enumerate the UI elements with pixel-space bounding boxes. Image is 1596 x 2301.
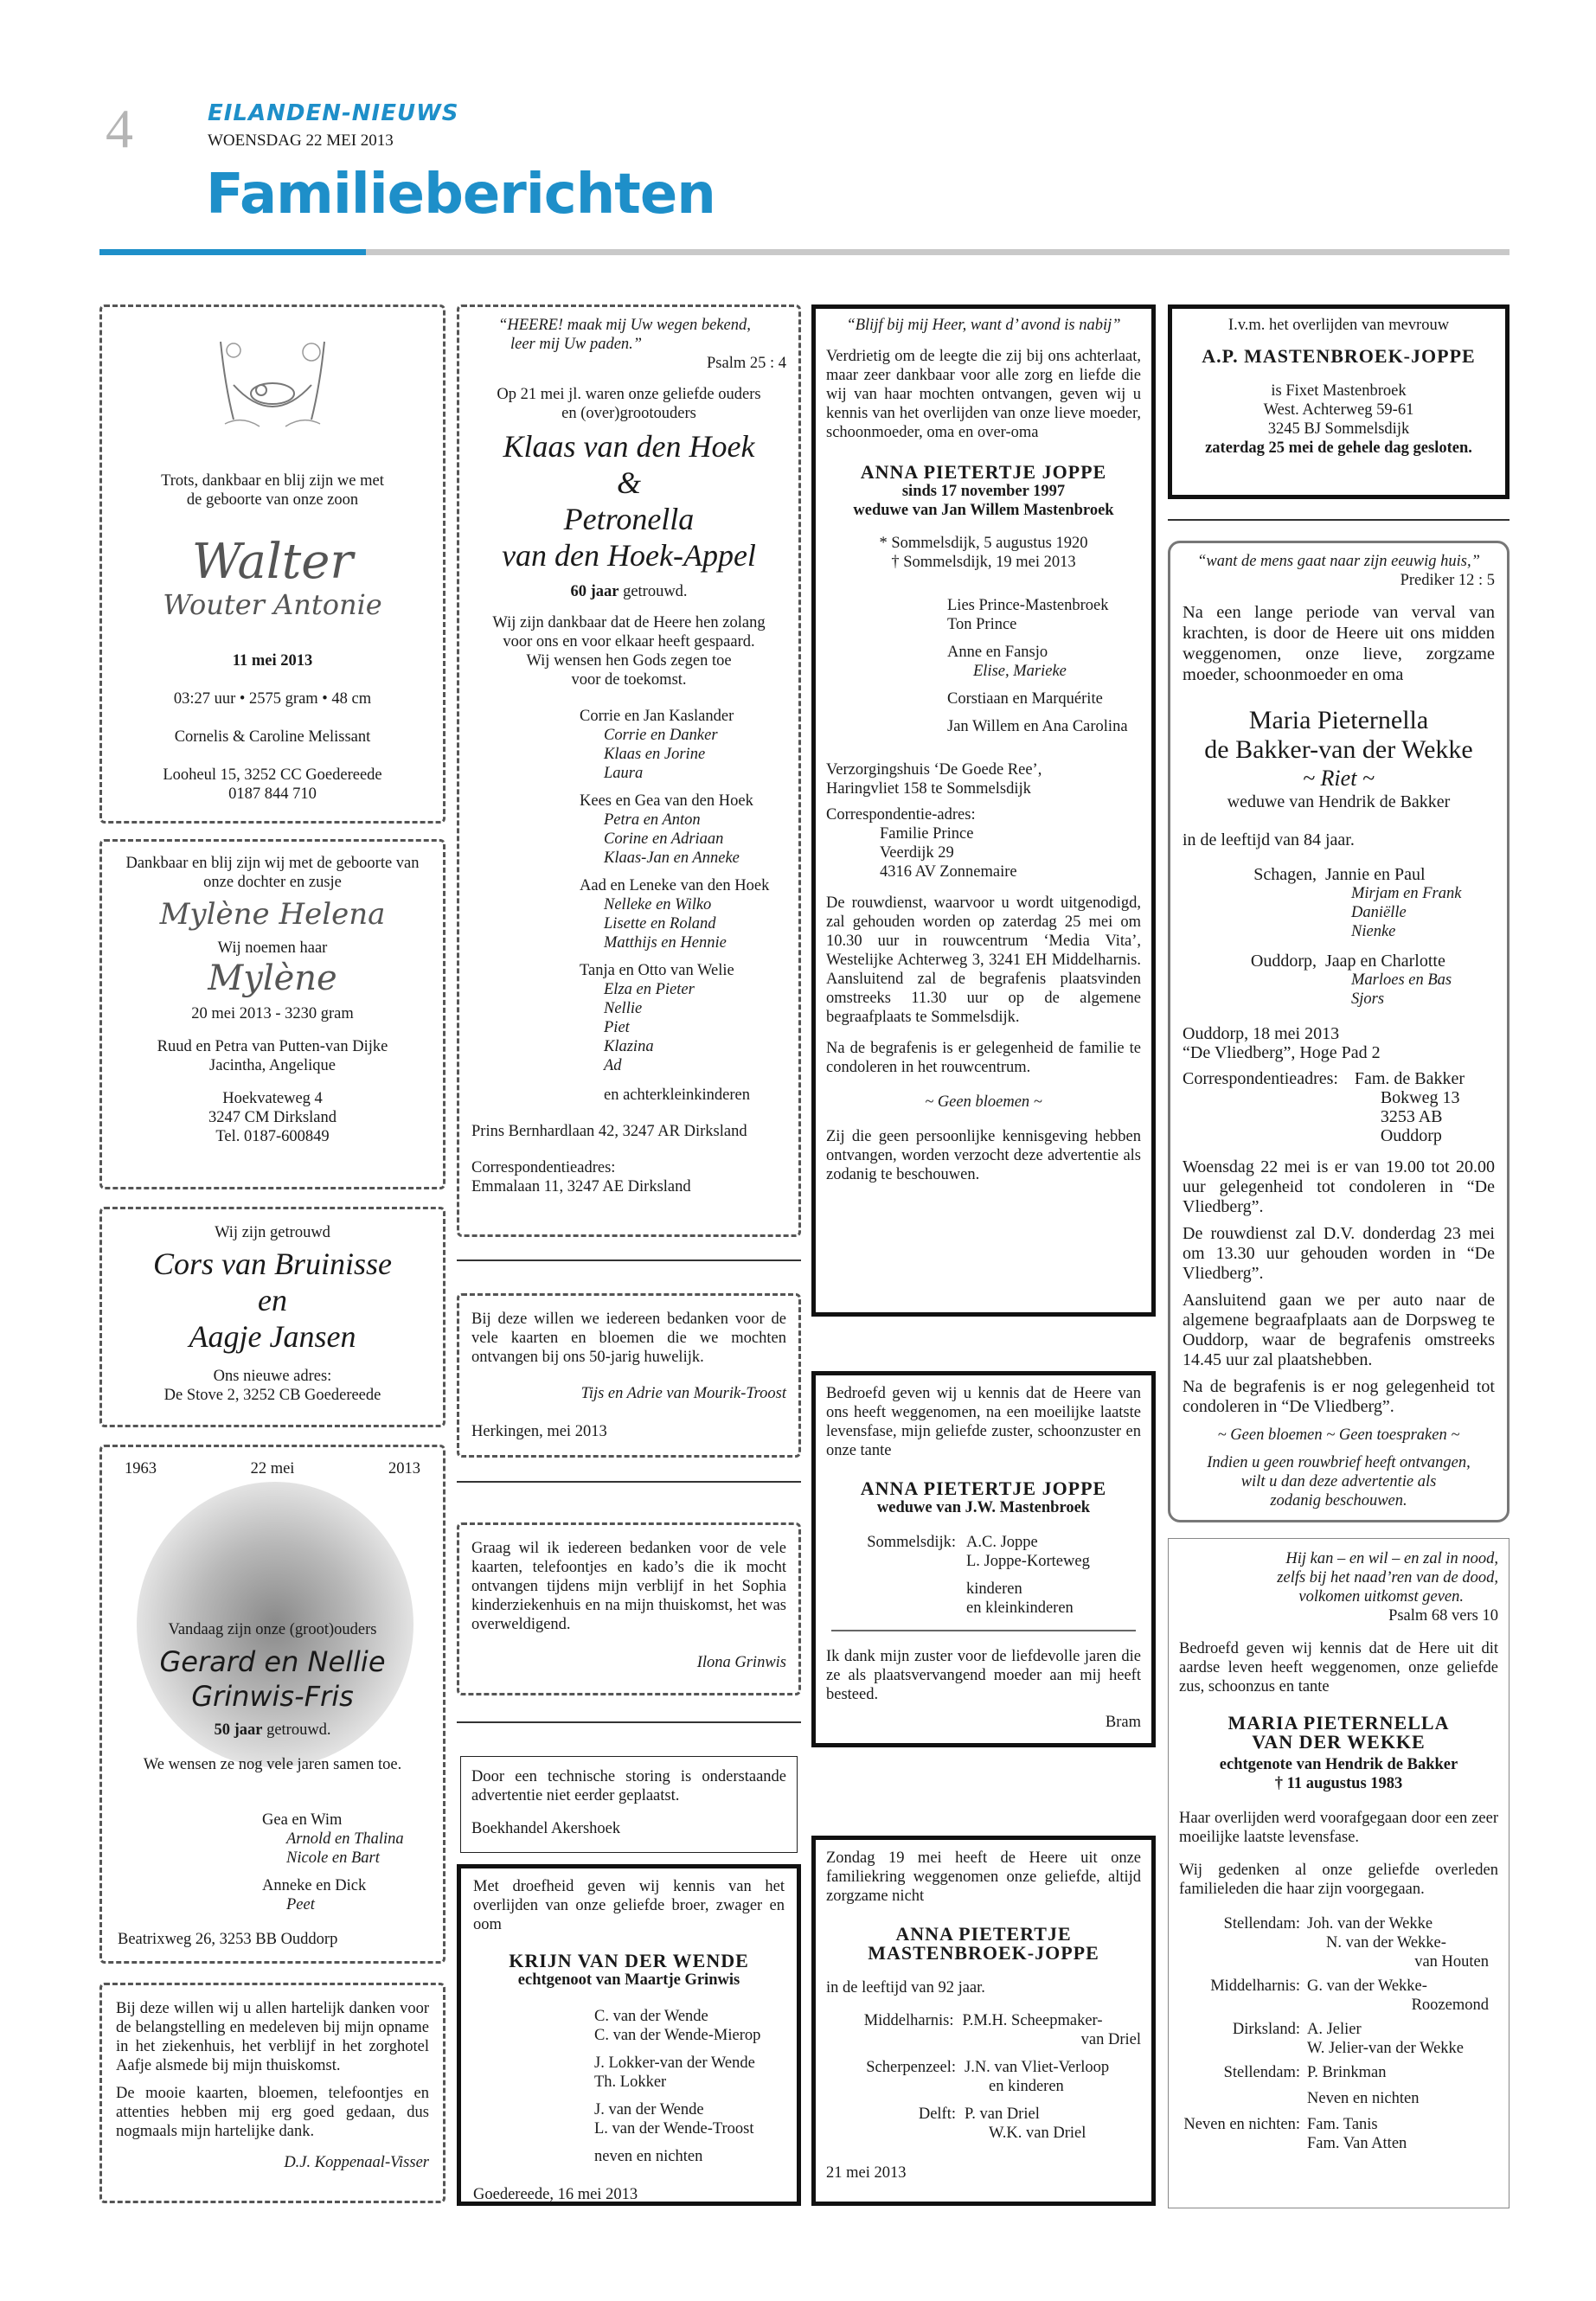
ad-birth-walter: [99, 304, 445, 824]
hoek-family2-kid1: Petra en Anton: [604, 811, 701, 829]
mylene-call: Wij noemen haar: [217, 939, 328, 957]
maria-row3-place: Dirksland:: [1232, 2021, 1300, 2038]
anna3-row3-b: W.K. van Driel: [989, 2125, 1086, 2142]
maria-name2: VAN DER WEKKE: [1252, 1731, 1426, 1753]
gerard-wish: We wensen ze nog vele jaren samen toe.: [143, 1756, 402, 1773]
closed-line1: I.v.m. het overlijden van mevrouw: [1227, 317, 1450, 334]
hoek-family4-kid4: Klazina: [604, 1038, 654, 1055]
storing-text: Door een technische storing is onderstaande advertentie niet eerder geplaatst.: [471, 1768, 786, 1804]
maria-row1-name3: van Houten: [1414, 1953, 1489, 1971]
grinwis-text: Graag wil ik iedereen bedanken voor de vele kaarten, telefoontjes en kado’s die ik mocht ontvangen tijdens mijn verblijf in het Sophia kinderziekenhuis en na mijn thuiskomst, het was overweldigend.: [471, 1540, 786, 1633]
maria-row4-name1: P. Brinkman: [1307, 2064, 1387, 2081]
maria-quote1: Hij kan – en wil – en zal in nood,: [1285, 1550, 1498, 1567]
anna2-name: ANNA PIETERTJE JOPPE: [860, 1477, 1107, 1499]
anna1-corr2: Veerdijk 29: [880, 844, 954, 862]
closed-line5: zaterdag 25 mei de gehele dag gesloten.: [1205, 439, 1472, 457]
mylene-address2: 3247 CM Dirksland: [208, 1109, 337, 1126]
krijn-place: Goedereede, 16 mei 2013: [473, 2186, 638, 2203]
krijn-line3: J. Lokker-van der Wende: [594, 2054, 755, 2072]
maria-row4-place: Stellendam:: [1223, 2064, 1300, 2081]
cors-and: en: [258, 1283, 287, 1317]
hoek-name3: van den Hoek-Appel: [502, 538, 756, 573]
hoek-thanks3: Wij wensen hen Gods zegen toe: [526, 652, 732, 670]
anna1-home1: Verzorgingshuis ‘De Goede Ree’,: [826, 761, 1042, 779]
hoek-thanks4: voor de toekomst.: [571, 671, 687, 689]
riet-note2: wilt u dan deze advertentie als: [1240, 1473, 1437, 1490]
hoek-corr: Emmalaan 11, 3247 AE Dirksland: [471, 1178, 691, 1195]
maria-row2-place: Middelharnis:: [1210, 1977, 1300, 1995]
riet-place2-kid2: Sjors: [1351, 990, 1385, 1008]
maria-row5-name1: Fam. Tanis: [1307, 2116, 1378, 2133]
hoek-quote1: “HEERE! maak mij Uw wegen bekend,: [498, 317, 751, 334]
krijn-line7: neven en nichten: [594, 2148, 703, 2165]
ad-death-anna-joppe-2: [811, 1371, 1156, 1747]
cors-intro: Wij zijn getrouwd: [215, 1224, 330, 1241]
mylene-fullname: Mylène Helena: [159, 897, 386, 932]
hoek-family2-kid3: Klaas-Jan en Anneke: [604, 849, 740, 867]
krijn-line4: Th. Lokker: [594, 2073, 667, 2091]
krijn-line1: C. van der Wende: [594, 2008, 708, 2025]
anna1-born: * Sommelsdijk, 5 augustus 1920: [879, 535, 1088, 552]
hoek-family1: Corrie en Jan Kaslander: [580, 708, 734, 725]
riet-age: in de leeftijd van 84 jaar.: [1183, 830, 1355, 849]
anna2-line3: kinderen: [966, 1580, 1022, 1598]
anna3-row3-a: P. van Driel: [965, 2106, 1040, 2123]
riet-corr1: Fam. de Bakker: [1354, 1069, 1465, 1088]
closed-line4: 3245 BJ Sommelsdijk: [1267, 420, 1410, 438]
koppenaal-text1: Bij deze willen wij u allen hartelijk danken voor de belangstelling en medeleven bij mijn opname in het ziekenhuis, het verblijf in het zorghotel Aafje alsmede bij mijn thuiskomst.: [116, 2000, 429, 2074]
hoek-name1: Klaas van den Hoek: [503, 429, 755, 464]
mylene-parents: Ruud en Petra van Putten-van Dijke: [157, 1038, 388, 1055]
anna1-corr1: Familie Prince: [880, 825, 974, 843]
divider: [457, 1721, 801, 1723]
anna1-died: † Sommelsdijk, 19 mei 2013: [891, 554, 1076, 571]
hoek-family1-kid3: Laura: [604, 765, 644, 782]
divider: [457, 1481, 801, 1483]
anna2-line1: A.C. Joppe: [966, 1534, 1038, 1551]
riet-note3: zodanig beschouwen.: [1270, 1492, 1407, 1509]
anna1-quote: “Blijf bij mij Heer, want d’ avond is nabij”: [846, 317, 1121, 334]
maria-row3-name2: W. Jelier-van der Wekke: [1307, 2040, 1465, 2057]
mourik-text: Bij deze willen we iedereen bedanken voor de vele kaarten en bloemen die we mochten ontvangen bij ons 50-jarig huwelijk.: [471, 1311, 786, 1366]
closed-name: A.P. MASTENBROEK-JOPPE: [1202, 345, 1476, 367]
gerard-intro: Vandaag zijn onze (groot)ouders: [168, 1621, 377, 1638]
anna1-flowers: ~ Geen bloemen ~: [925, 1093, 1042, 1111]
hoek-family4-kid2: Nellie: [604, 1000, 643, 1017]
storing-sign: Boekhandel Akershoek: [471, 1820, 621, 1837]
ad-thanks-mourik: [457, 1293, 801, 1458]
hoek-quote2: leer mij Uw paden.”: [510, 336, 643, 353]
page-number: 4: [106, 98, 133, 159]
gerard-family1-kid2: Nicole en Bart: [286, 1849, 380, 1867]
maria-row1-name2: N. van der Wekke-: [1326, 1934, 1446, 1952]
hoek-family3: Aad en Leneke van den Hoek: [580, 877, 770, 894]
riet-name1: Maria Pieternella: [1248, 706, 1429, 734]
maria-name1: MARIA PIETERNELLA: [1227, 1712, 1450, 1734]
gerard-names1: Gerard en Nellie: [159, 1645, 386, 1678]
baby-hammock-icon: [208, 333, 337, 437]
riet-corr2: Bokweg 13: [1380, 1088, 1460, 1107]
gerard-family2-kid1: Peet: [286, 1896, 315, 1913]
hoek-grandchildren: en achterkleinkinderen: [604, 1086, 750, 1104]
mylene-phone: Tel. 0187-600849: [215, 1128, 330, 1145]
anna3-row2-b: en kinderen: [989, 2078, 1064, 2095]
hoek-family1-kid2: Klaas en Jorine: [604, 746, 706, 763]
anna3-date: 21 mei 2013: [826, 2164, 907, 2182]
anna3-row1-place: Middelharnis:: [863, 2012, 954, 2029]
maria-quote2: zelfs bij het naad’ren van de dood,: [1277, 1569, 1498, 1586]
krijn-line5: J. van der Wende: [594, 2101, 704, 2118]
riet-place1-fam: Jannie en Paul: [1325, 865, 1426, 884]
ad-anniversary-hoek: [457, 304, 801, 1237]
gerard-address: Beatrixweg 26, 3253 BB Ouddorp: [118, 1931, 338, 1948]
maria-died: † 11 augustus 1983: [1274, 1775, 1403, 1792]
hoek-family3-kid3: Matthijs en Hennie: [604, 934, 727, 952]
walter-intro: Trots, dankbaar en blij zijn we met de geboorte van onze zoon: [161, 472, 384, 509]
gerard-day: 22 mei: [250, 1460, 295, 1477]
maria-ref: Psalm 68 vers 10: [1388, 1607, 1498, 1625]
anna2-line2: L. Joppe-Korteweg: [966, 1553, 1090, 1570]
riet-date: Ouddorp, 18 mei 2013: [1183, 1024, 1340, 1043]
maria-row5-place: Neven en nichten:: [1183, 2116, 1300, 2133]
divider: [457, 1259, 801, 1261]
riet-corr-label: Correspondentieadres:: [1183, 1069, 1338, 1088]
gerard-years-rest: getrouwd.: [262, 1721, 331, 1739]
koppenaal-sign: D.J. Koppenaal-Visser: [284, 2154, 429, 2171]
krijn-sub: echtgenoot van Maartje Grinwis: [517, 1971, 740, 1989]
anna1-condole: Na de begrafenis is er gelegenheid de familie te condoleren in het rouwcentrum.: [826, 1040, 1141, 1076]
riet-service2: De rouwdienst zal D.V. donderdag 23 mei om 13.30 uur gehouden worden in “De Vliedberg”.: [1183, 1224, 1495, 1283]
masthead-logo: EILANDEN-NIEUWS: [208, 100, 459, 126]
walter-phone: 0187 844 710: [228, 785, 317, 803]
hoek-address: Prins Bernhardlaan 42, 3247 AR Dirksland: [471, 1123, 747, 1140]
header-rule: [366, 249, 1509, 255]
anna2-thanks: Ik dank mijn zuster voor de liefdevolle jaren die ze als plaatsvervangend moeder aan mij heeft besteed.: [826, 1647, 1141, 1703]
riet-widow: weduwe van Hendrik de Bakker: [1227, 792, 1451, 811]
anna3-age: in de leeftijd van 92 jaar.: [826, 1979, 985, 1997]
riet-quote: “want de mens gaat naar zijn eeuwig huis,”: [1197, 553, 1480, 570]
riet-corr3: 3253 AB Ouddorp: [1380, 1107, 1443, 1145]
anna2-sub: weduwe van J.W. Mastenbroek: [876, 1499, 1091, 1516]
anna2-sign: Bram: [1105, 1713, 1141, 1731]
walter-details: 03:27 uur • 2575 gram • 48 cm: [173, 690, 372, 708]
hoek-thanks1: Wij zijn dankbaar dat de Heere hen zolang: [492, 614, 766, 631]
hoek-years-rest: getrouwd.: [619, 583, 688, 600]
riet-service3: Aansluitend gaan we per auto naar de algemene begraafplaats aan de Dorpsweg te Ouddorp, waar de begrafenis omstreeks 14.45 uur zal plaatshebben.: [1183, 1291, 1495, 1369]
section-title: Familieberichten: [206, 163, 715, 227]
walter-date: 11 mei 2013: [232, 652, 313, 670]
riet-place1-kid3: Nienke: [1351, 923, 1396, 940]
riet-place2-kid1: Marloes en Bas: [1351, 971, 1452, 989]
hoek-name2: Petronella: [563, 502, 695, 536]
anna3-name2: MASTENBROEK-JOPPE: [868, 1942, 1099, 1964]
walter-fullname: Wouter Antonie: [163, 588, 382, 621]
closed-line3: West. Achterweg 59-61: [1263, 401, 1414, 419]
maria-preceded: Haar overlijden werd voorafgegaan door een zeer moeilijke laatste levensfase.: [1179, 1810, 1498, 1846]
riet-intro: Na een lange periode van verval van krachten, is door de Heere uit ons midden weggenomen, onze lieve, zorgzame moeder, schoonmoeder en oma: [1183, 603, 1495, 684]
hoek-family2-kid2: Corine en Adriaan: [604, 830, 724, 848]
walter-address: Looheul 15, 3252 CC Goedereede: [163, 766, 382, 784]
hoek-family4-kid5: Ad: [604, 1057, 622, 1074]
anna1-fam3-kids: Elise, Marieke: [973, 663, 1067, 680]
gerard-family1-kid1: Arnold en Thalina: [286, 1830, 404, 1848]
mylene-intro: Dankbaar en blij zijn wij met de geboorte van onze dochter en zusje: [125, 855, 420, 891]
koppenaal-text2: De mooie kaarten, bloemen, telefoontjes en attenties hebben mij erg goed gedaan, dus nogmaals mijn hartelijke dank.: [116, 2085, 429, 2140]
mourik-sign: Tijs en Adrie van Mourik-Troost: [580, 1385, 786, 1402]
grinwis-sign: Ilona Grinwis: [696, 1654, 786, 1671]
riet-place2-fam: Jaap en Charlotte: [1325, 952, 1445, 971]
anna2-place: Sommelsdijk:: [867, 1534, 956, 1551]
anna1-fam2: Ton Prince: [947, 616, 1017, 633]
anna2-line4: en kleinkinderen: [966, 1599, 1074, 1617]
hoek-intro1: Op 21 mei jl. waren onze geliefde ouders: [497, 386, 761, 403]
ad-thanks-koppenaal: [99, 1983, 445, 2203]
krijn-line6: L. van der Wende-Troost: [594, 2120, 754, 2138]
anna2-intro: Bedroefd geven wij u kennis dat de Heere van ons heeft weggenomen, na een moeilijke laatste levensfase, mijn geliefde zuster, schoonzuster en onze tante: [826, 1385, 1141, 1459]
hoek-amp: &: [616, 465, 641, 500]
anna3-row2-a: J.N. van Vliet-Verloop: [965, 2059, 1110, 2076]
maria-row4-name2: Neven en nichten: [1307, 2090, 1420, 2107]
riet-note1: Indien u geen rouwbrief heeft ontvangen,: [1207, 1454, 1471, 1471]
closed-line2: is Fixet Mastenbroek: [1271, 382, 1407, 400]
riet-service1: Woensdag 22 mei is er van 19.00 tot 20.00 uur gelegenheid tot condoleren in “De Vliedberg”.: [1183, 1157, 1495, 1216]
hoek-family3-kid2: Lisette en Roland: [604, 915, 716, 933]
krijn-name: KRIJN VAN DER WENDE: [509, 1950, 749, 1971]
ad-death-maria-wekke: [1168, 1538, 1509, 2208]
maria-row1-place: Stellendam:: [1223, 1915, 1300, 1932]
anna1-fam3: Anne en Fansjo: [947, 644, 1048, 661]
gerard-family2: Anneke en Dick: [262, 1877, 367, 1894]
riet-flowers: ~ Geen bloemen ~ Geen toespraken ~: [1217, 1426, 1460, 1444]
hoek-corr-label: Correspondentieadres:: [471, 1159, 616, 1176]
gerard-year2: 2013: [388, 1460, 420, 1477]
ad-notice-storing: [460, 1756, 798, 1853]
mylene-name: Mylène: [208, 958, 337, 998]
hoek-family4: Tanja en Otto van Welie: [580, 962, 734, 979]
gerard-years: 50 jaar: [214, 1721, 263, 1739]
riet-place1-kid1: Mirjam en Frank: [1351, 885, 1462, 902]
anna1-fam1: Lies Prince-Mastenbroek: [947, 597, 1109, 614]
riet-service4: Na de begrafenis is er nog gelegenheid tot condoleren in “De Vliedberg”.: [1183, 1377, 1495, 1416]
anna3-name1: ANNA PIETERTJE: [895, 1923, 1072, 1945]
cors-addr-label: Ons nieuwe adres:: [213, 1368, 332, 1385]
ad-death-riet: [1168, 541, 1509, 1522]
hoek-years: 60 jaar: [570, 583, 619, 600]
anna1-note: Zij die geen persoonlijke kennisgeving hebben ontvangen, worden verzocht deze advertentie als zodanig te beschouwen.: [826, 1128, 1141, 1183]
anna3-row1-a: P.M.H. Scheepmaker-: [962, 2012, 1103, 2029]
anna1-since: sinds 17 november 1997: [901, 483, 1066, 500]
mourik-place: Herkingen, mei 2013: [471, 1423, 607, 1440]
riet-location: “De Vliedberg”, Hoge Pad 2: [1183, 1043, 1381, 1062]
hoek-intro2: en (over)grootouders: [561, 405, 696, 422]
cors-address: De Stove 2, 3252 CB Goedereede: [163, 1387, 381, 1404]
maria-quote3: volkomen uitkomst geven.: [1298, 1588, 1464, 1606]
hoek-family1-kid1: Corrie en Danker: [604, 727, 718, 744]
ad-wedding-cors: [99, 1207, 445, 1427]
ad-death-anna-mastenbroek: [811, 1836, 1156, 2206]
divider: [1168, 519, 1509, 521]
mylene-details: 20 mei 2013 - 3230 gram: [191, 1005, 354, 1022]
anna1-name: ANNA PIETERTJE JOPPE: [860, 461, 1107, 483]
ad-death-anna-joppe: [811, 304, 1156, 1317]
mylene-siblings: Jacintha, Angelique: [209, 1057, 336, 1074]
gerard-year1: 1963: [125, 1460, 157, 1477]
riet-nickname: ~ Riet ~: [1302, 766, 1375, 791]
walter-parents: Cornelis & Caroline Melissant: [174, 728, 371, 746]
mylene-address1: Hoekvateweg 4: [222, 1090, 323, 1107]
riet-name2: de Bakker-van der Wekke: [1204, 735, 1473, 764]
ad-anniversary-gerard: [99, 1445, 445, 1964]
ad-closed-fixet: [1168, 304, 1509, 499]
header-rule-accent: [99, 249, 366, 255]
riet-place1: Schagen,: [1253, 865, 1317, 884]
cors-name1: Cors van Bruinisse: [152, 1247, 392, 1281]
gerard-names2: Grinwis-Fris: [191, 1680, 354, 1713]
ad-death-krijn: [457, 1864, 801, 2206]
anna3-row1-b: van Driel: [1080, 2031, 1141, 2048]
riet-place1-kid2: Daniëlle: [1351, 904, 1407, 921]
maria-remember: Wij gedenken al onze geliefde overleden familieleden die haar zijn voorgegaan.: [1179, 1862, 1498, 1898]
anna1-widow: weduwe van Jan Willem Mastenbroek: [853, 502, 1114, 519]
walter-name: Walter: [191, 534, 354, 590]
hoek-family4-kid1: Elza en Pieter: [604, 981, 695, 998]
maria-row3-name1: A. Jelier: [1307, 2021, 1362, 2038]
anna1-intro: Verdrietig om de leegte die zij bij ons achterlaat, maar zeer dankbaar voor alle zorg en liefde die wij van haar mochten ontvangen, geven wij u kennis van het overlijden van onze lieve moeder, schoonmoeder, oma en over-oma: [826, 348, 1141, 441]
anna1-corr-label: Correspondentie-adres:: [826, 806, 976, 824]
divider: [831, 1630, 1136, 1631]
anna3-row3-place: Delft:: [918, 2106, 956, 2123]
anna1-fam5: Jan Willem en Ana Carolina: [947, 718, 1128, 735]
anna1-fam4: Corstiaan en Marquérite: [947, 690, 1103, 708]
maria-sub: echtgenote van Hendrik de Bakker: [1219, 1756, 1458, 1773]
ad-birth-mylene: [99, 839, 445, 1189]
anna3-intro: Zondag 19 mei heeft de Heere uit onze familiekring weggenomen onze geliefde, altijd zorgzame nicht: [826, 1849, 1141, 1905]
anna1-service: De rouwdienst, waarvoor u wordt uitgenodigd, zal gehouden worden op zaterdag 25 mei om 10.30 uur in rouwcentrum ‘Media Vita’, Westelijke Achterweg 3, 3241 EH Middelharnis. Aansluitend zal de begrafenis plaatsvinden omstreeks 11.30 uur op de algemene begraafplaats te Sommelsdijk.: [826, 894, 1141, 1026]
maria-row2-name2: Roozemond: [1411, 1997, 1489, 2014]
maria-row5-name2: Fam. Van Atten: [1307, 2135, 1407, 2152]
krijn-intro: Met droefheid geven wij kennis van het overlijden van onze geliefde broer, zwager en oom: [473, 1878, 785, 1933]
maria-row2-name1: G. van der Wekke-: [1307, 1977, 1427, 1995]
maria-row1-name1: Joh. van der Wekke: [1307, 1915, 1433, 1932]
gerard-family1: Gea en Wim: [262, 1811, 343, 1829]
anna1-corr3: 4316 AV Zonnemaire: [880, 863, 1017, 881]
issue-date: WOENSDAG 22 MEI 2013: [208, 131, 394, 150]
hoek-family2: Kees en Gea van den Hoek: [580, 792, 753, 810]
hoek-family3-kid1: Nelleke en Wilko: [604, 896, 712, 913]
anna3-row2-place: Scherpenzeel:: [866, 2059, 956, 2076]
hoek-family4-kid3: Piet: [604, 1019, 630, 1036]
cors-name2: Aagje Jansen: [189, 1319, 356, 1354]
riet-place2: Ouddorp,: [1250, 952, 1317, 971]
ad-thanks-grinwis: [457, 1522, 801, 1695]
riet-ref: Prediker 12 : 5: [1400, 572, 1495, 589]
hoek-ref: Psalm 25 : 4: [707, 355, 786, 372]
anna1-home2: Haringvliet 158 te Sommelsdijk: [826, 780, 1031, 798]
maria-intro: Bedroefd geven wij kennis dat de Here uit dit aardse leven heeft weggenomen, onze geliefde zus, schoonzus en tante: [1179, 1640, 1498, 1695]
hoek-thanks2: voor ons en voor elkaar heeft gespaard.: [503, 633, 755, 651]
krijn-line2: C. van der Wende-Mierop: [594, 2027, 761, 2044]
